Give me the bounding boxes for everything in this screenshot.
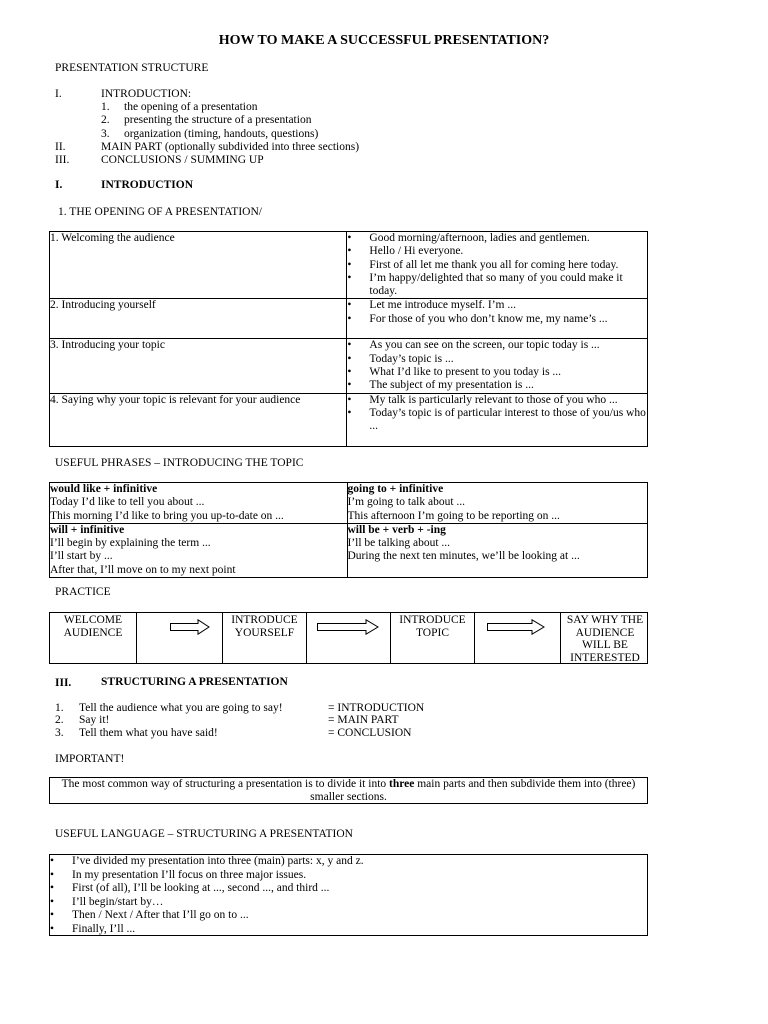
opening-phrases-cell: [347, 339, 648, 393]
structuring-heading: STRUCTURING A PRESENTATION: [101, 676, 288, 688]
important-text: The most common way of structuring a presentation is to divide it into: [61, 778, 390, 790]
list-item: • Today’s topic is ...: [347, 353, 647, 366]
practice-flow: [49, 612, 648, 664]
phrase-grammar-title: would like + infinitive: [50, 483, 158, 495]
structuring-item-text: Say it!: [79, 714, 110, 726]
structure-sub-num: 3.: [101, 128, 110, 140]
phrase-line: I’m going to talk about ...: [347, 496, 466, 509]
list-item: • For those of you who don’t know me, my name’s ...: [347, 313, 647, 326]
right-arrow-icon: [487, 619, 545, 635]
list-item: • Today’s topic is of particular interest to those of you/us who ...: [347, 407, 647, 434]
phrases-heading: USEFUL PHRASES – INTRODUCING THE TOPIC: [55, 457, 304, 469]
document-title: HOW TO MAKE A SUCCESSFUL PRESENTATION?: [218, 33, 550, 48]
practice-heading: PRACTICE: [55, 586, 111, 598]
intro-num: I.: [55, 179, 63, 191]
structure-sub-text: the opening of a presentation: [124, 101, 258, 113]
structure-label-3: CONCLUSIONS / SUMMING UP: [101, 154, 264, 166]
opening-step-cell: [50, 339, 347, 393]
list-item: • My talk is particularly relevant to those of you who ...: [347, 394, 647, 407]
opening-step-label: 4. Saying why your topic is relevant for your audience: [50, 393, 301, 406]
intro-heading: INTRODUCTION: [101, 179, 194, 191]
language-box: [49, 854, 648, 936]
opening-table: [49, 231, 648, 447]
list-item: • Finally, I’ll ...: [50, 923, 647, 937]
list-item: • I’ll begin/start by…: [50, 896, 647, 910]
structure-sub-text: organization (timing, handouts, questions): [124, 128, 319, 140]
phrase-grammar-title: will + infinitive: [50, 523, 125, 536]
practice-arrow-cell: [306, 613, 390, 663]
phrase-line: During the next ten minutes, we’ll be looking at ...: [347, 550, 580, 563]
phrase-line: This afternoon I’m going to be reporting on ...: [347, 509, 560, 522]
phrase-cell: [347, 483, 648, 524]
phrase-cell: [50, 523, 348, 577]
list-item: • First of all let me thank you all for coming here today.: [347, 259, 647, 272]
structuring-item-eq: = INTRODUCTION: [328, 702, 425, 714]
list-item: • Let me introduce myself. I’m ...: [347, 299, 647, 312]
phrase-line: Today I’d like to tell you about ...: [50, 496, 205, 509]
table-row: [50, 299, 648, 339]
right-arrow-icon: [170, 619, 210, 635]
practice-arrow-cell: [136, 613, 222, 663]
structuring-item-num: 1.: [55, 702, 64, 714]
structure-sub-text: presenting the structure of a presentation: [124, 114, 312, 126]
practice-step-introduce-yourself: INTRODUCE YOURSELF: [222, 613, 306, 663]
structuring-item-num: 3.: [55, 727, 64, 739]
list-item: • What I’d like to present to you today is ...: [347, 366, 647, 379]
list-item: • Then / Next / After that I’ll go on to ...: [50, 909, 647, 923]
list-item: • The subject of my presentation is ...: [347, 379, 647, 392]
opening-step-label: 1. Welcoming the audience: [50, 232, 175, 244]
important-emphasis: three: [389, 778, 415, 790]
list-item: • As you can see on the screen, our topic today is ...: [347, 339, 647, 352]
table-row: [50, 232, 648, 299]
phrase-cell: [347, 523, 648, 577]
important-label: IMPORTANT!: [55, 753, 125, 765]
phrase-line: This morning I’d like to bring you up-to-date on ...: [50, 509, 284, 522]
opening-step-label: 3. Introducing your topic: [50, 339, 165, 352]
phrases-table: [49, 482, 648, 578]
intro-subheading: 1. THE OPENING OF A PRESENTATION/: [58, 206, 262, 218]
important-text: main parts and then subdivide them into (three) smaller sections.: [310, 778, 636, 803]
structure-num-3: III.: [55, 154, 70, 166]
practice-step-introduce-topic: INTRODUCE TOPIC: [390, 613, 474, 663]
structuring-item-text: Tell them what you have said!: [79, 727, 218, 739]
phrase-line: I’ll be talking about ...: [347, 537, 451, 550]
phrase-cell: [50, 483, 348, 524]
structure-num-1: I.: [55, 88, 62, 100]
phrase-grammar-title: will be + verb + -ing: [347, 523, 446, 536]
list-item: • Good morning/afternoon, ladies and gentlemen.: [347, 232, 647, 245]
structuring-item-eq: = MAIN PART: [328, 714, 399, 726]
structuring-num: III.: [55, 677, 72, 689]
structure-sub-num: 2.: [101, 114, 110, 126]
opening-phrases-cell: [347, 393, 648, 446]
practice-step-say-why: SAY WHY THE AUDIENCE WILL BE INTERESTED: [560, 613, 649, 663]
phrase-grammar-title: going to + infinitive: [347, 483, 444, 495]
opening-phrases-cell: [347, 299, 648, 339]
list-item: • In my presentation I’ll focus on three major issues.: [50, 869, 647, 883]
phrase-line: I’ll begin by explaining the term ...: [50, 537, 211, 550]
phrase-line: I’ll start by ...: [50, 550, 113, 563]
table-row: [50, 393, 648, 446]
structure-sub-num: 1.: [101, 101, 110, 113]
table-row: [50, 339, 648, 393]
opening-step-cell: [50, 232, 347, 299]
opening-phrases-cell: [347, 232, 648, 299]
structuring-item-eq: = CONCLUSION: [328, 727, 412, 739]
practice-step-welcome: WELCOME AUDIENCE: [63, 614, 123, 639]
structure-heading: PRESENTATION STRUCTURE: [55, 62, 209, 74]
practice-arrow-cell: [474, 613, 560, 663]
opening-step-label: 2. Introducing yourself: [50, 299, 156, 312]
structure-label-1: INTRODUCTION:: [101, 88, 192, 100]
list-item: • First (of all), I’ll be looking at ..., second ..., and third ...: [50, 882, 647, 896]
structuring-item-num: 2.: [55, 714, 64, 726]
list-item: • I’ve divided my presentation into three (main) parts: x, y and z.: [50, 855, 647, 869]
structuring-item-text: Tell the audience what you are going to say!: [79, 702, 283, 714]
table-row: [50, 523, 648, 577]
opening-step-cell: [50, 299, 347, 339]
structure-num-2: II.: [55, 141, 66, 153]
structure-label-2: MAIN PART (optionally subdivided into three sections): [101, 141, 360, 153]
language-heading: USEFUL LANGUAGE – STRUCTURING A PRESENTATION: [55, 828, 353, 840]
opening-step-cell: [50, 393, 347, 446]
phrase-line: After that, I’ll move on to my next point: [50, 563, 236, 576]
right-arrow-icon: [317, 619, 379, 635]
table-row: [50, 483, 648, 524]
list-item: • Hello / Hi everyone.: [347, 245, 647, 258]
important-box: [49, 777, 648, 804]
list-item: • I’m happy/delighted that so many of you could make it today.: [347, 272, 647, 299]
